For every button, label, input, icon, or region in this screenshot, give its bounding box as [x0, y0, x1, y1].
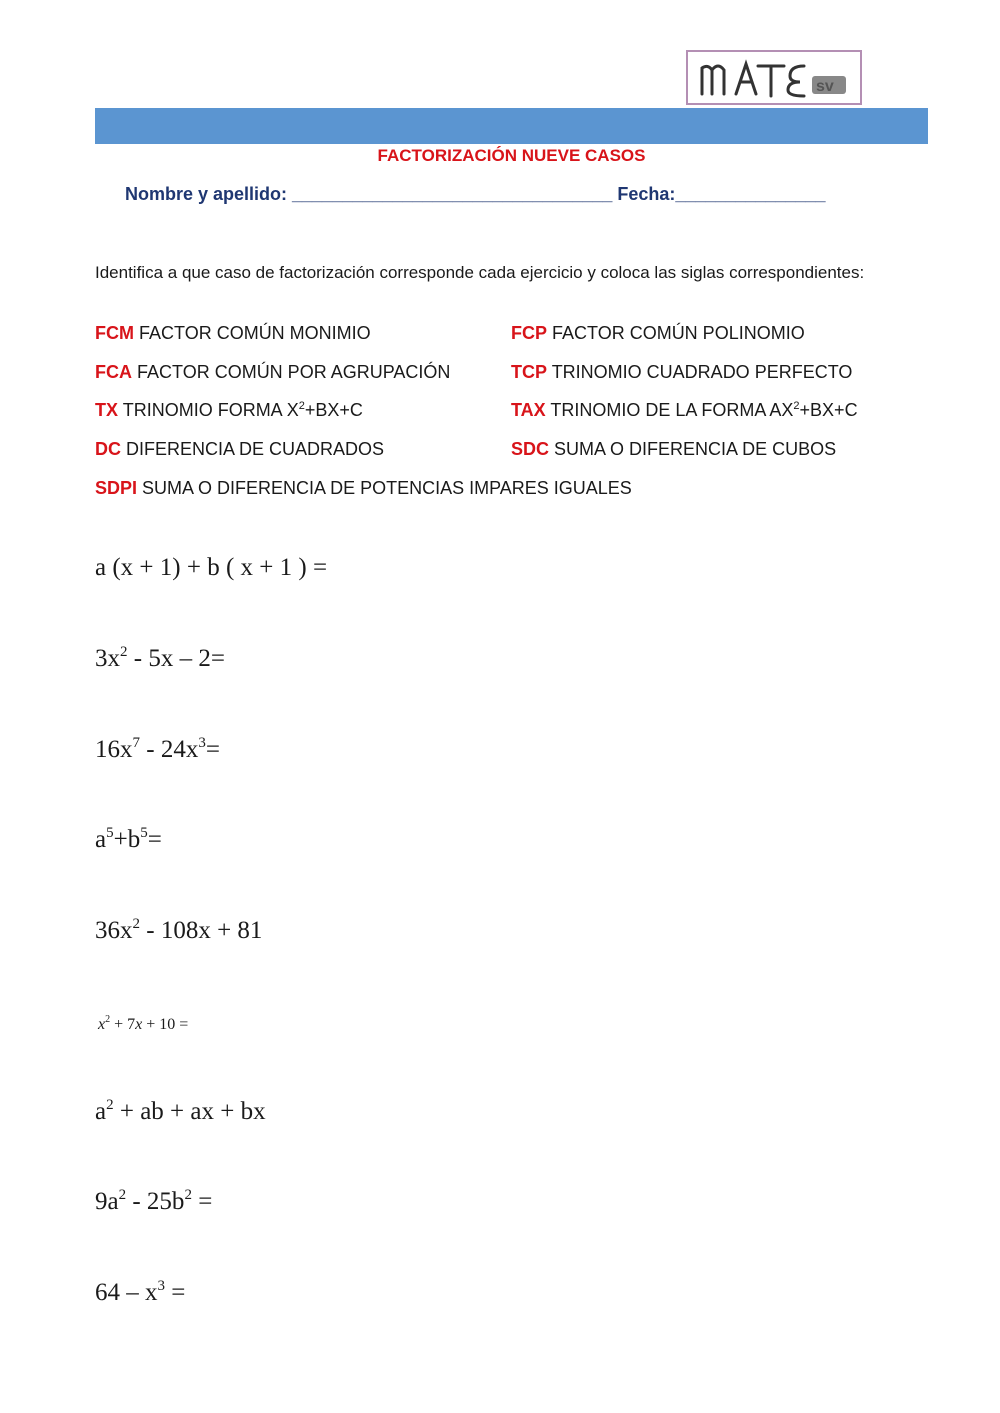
exercise-3 — [95, 736, 220, 764]
expr-part: 3x — [95, 645, 120, 672]
case-text: TRINOMIO FORMA X — [122, 400, 299, 420]
expr-part: + ab + ax + bx — [113, 1098, 266, 1125]
expr-part: - 24x — [140, 736, 199, 763]
expr-part: 9a — [95, 1188, 119, 1215]
case-text: SUMA O DIFERENCIA DE POTENCIAS IMPARES IGUALES — [142, 478, 632, 498]
case-tcp — [511, 362, 852, 383]
exponent: 2 — [120, 644, 128, 660]
exercise-5 — [95, 917, 262, 945]
expr-part: + 10 = — [142, 1016, 189, 1033]
exponent: 5 — [106, 825, 114, 841]
header-bar — [95, 108, 928, 144]
exponent: 2 — [132, 916, 140, 932]
expr-part: x — [98, 1016, 106, 1033]
expr-part: a — [95, 1098, 107, 1125]
exercise-2 — [95, 645, 225, 673]
expr-part: 16x — [95, 736, 133, 763]
name-date-line: Nombre y apellido: ________________________________ Fecha:_______________ — [125, 184, 826, 204]
case-abbr: TX — [95, 400, 119, 420]
expr-part: = — [165, 1279, 186, 1306]
expr-part: = — [205, 736, 220, 763]
case-tax — [511, 400, 858, 421]
expr-part: a (x + 1) + b ( x + 1 ) = — [95, 554, 328, 581]
case-text: TRINOMIO DE LA FORMA AX — [550, 400, 794, 420]
case-abbr: SDC — [511, 439, 550, 459]
case-sdpi — [95, 478, 632, 499]
exponent: 2 — [793, 400, 800, 412]
expr-part: = — [191, 1188, 213, 1215]
exponent: 5 — [140, 825, 148, 841]
expr-part: a — [95, 826, 107, 853]
expr-part: 64 – x — [95, 1279, 158, 1306]
case-fcm — [95, 323, 371, 344]
case-abbr: TCP — [511, 362, 547, 382]
case-text: TRINOMIO CUADRADO PERFECTO — [551, 362, 853, 382]
expr-part: + 7 — [110, 1016, 136, 1033]
case-text-suffix: +BX+C — [799, 400, 858, 420]
expr-part: +b — [113, 826, 141, 853]
expr-part: = — [147, 826, 162, 853]
expr-part: 36x — [95, 917, 133, 944]
case-text: SUMA O DIFERENCIA DE CUBOS — [554, 439, 837, 459]
expr-part: x — [135, 1016, 143, 1033]
exercise-9 — [95, 1279, 185, 1307]
mate-logo — [686, 50, 862, 105]
exercise-8 — [95, 1188, 212, 1216]
exponent: 2 — [184, 1187, 192, 1203]
case-abbr: SDPI — [95, 478, 138, 498]
exponent: 3 — [198, 735, 206, 751]
case-text: DIFERENCIA DE CUADRADOS — [126, 439, 385, 459]
svg-text:sv: sv — [816, 78, 834, 95]
case-abbr: FCA — [95, 362, 132, 382]
case-abbr: FCM — [95, 323, 134, 343]
case-fcp — [511, 323, 805, 344]
worksheet-title: FACTORIZACIÓN NUEVE CASOS — [377, 146, 646, 165]
case-text: FACTOR COMÚN POR AGRUPACIÓN — [137, 362, 451, 382]
case-text: FACTOR COMÚN POLINOMIO — [552, 323, 805, 343]
instruction-text: Identifica a que caso de factorización corresponde cada ejercicio y coloca las siglas correspondientes: — [95, 263, 865, 282]
exercise-1 — [95, 554, 327, 582]
exercise-6 — [98, 1016, 188, 1034]
case-text: FACTOR COMÚN MONIMIO — [139, 323, 371, 343]
exponent: 2 — [118, 1187, 127, 1203]
case-abbr: DC — [95, 439, 121, 459]
exercise-7 — [95, 1098, 266, 1126]
exponent: 2 — [298, 400, 305, 412]
case-sdc — [511, 439, 836, 460]
expr-part: - 5x – 2= — [127, 645, 225, 672]
exponent: 3 — [157, 1278, 165, 1294]
case-abbr: TAX — [511, 400, 546, 420]
case-dc — [95, 439, 384, 460]
exercise-4 — [95, 826, 162, 854]
expr-part: - 25b — [126, 1188, 185, 1215]
exponent: 2 — [105, 1014, 111, 1025]
expr-part: - 108x + 81 — [140, 917, 263, 944]
case-text-suffix: +BX+C — [304, 400, 363, 420]
exponent: 2 — [106, 1097, 114, 1113]
case-abbr: FCP — [511, 323, 547, 343]
case-tx — [95, 400, 363, 421]
exponent: 7 — [132, 735, 140, 751]
case-fca — [95, 362, 450, 383]
